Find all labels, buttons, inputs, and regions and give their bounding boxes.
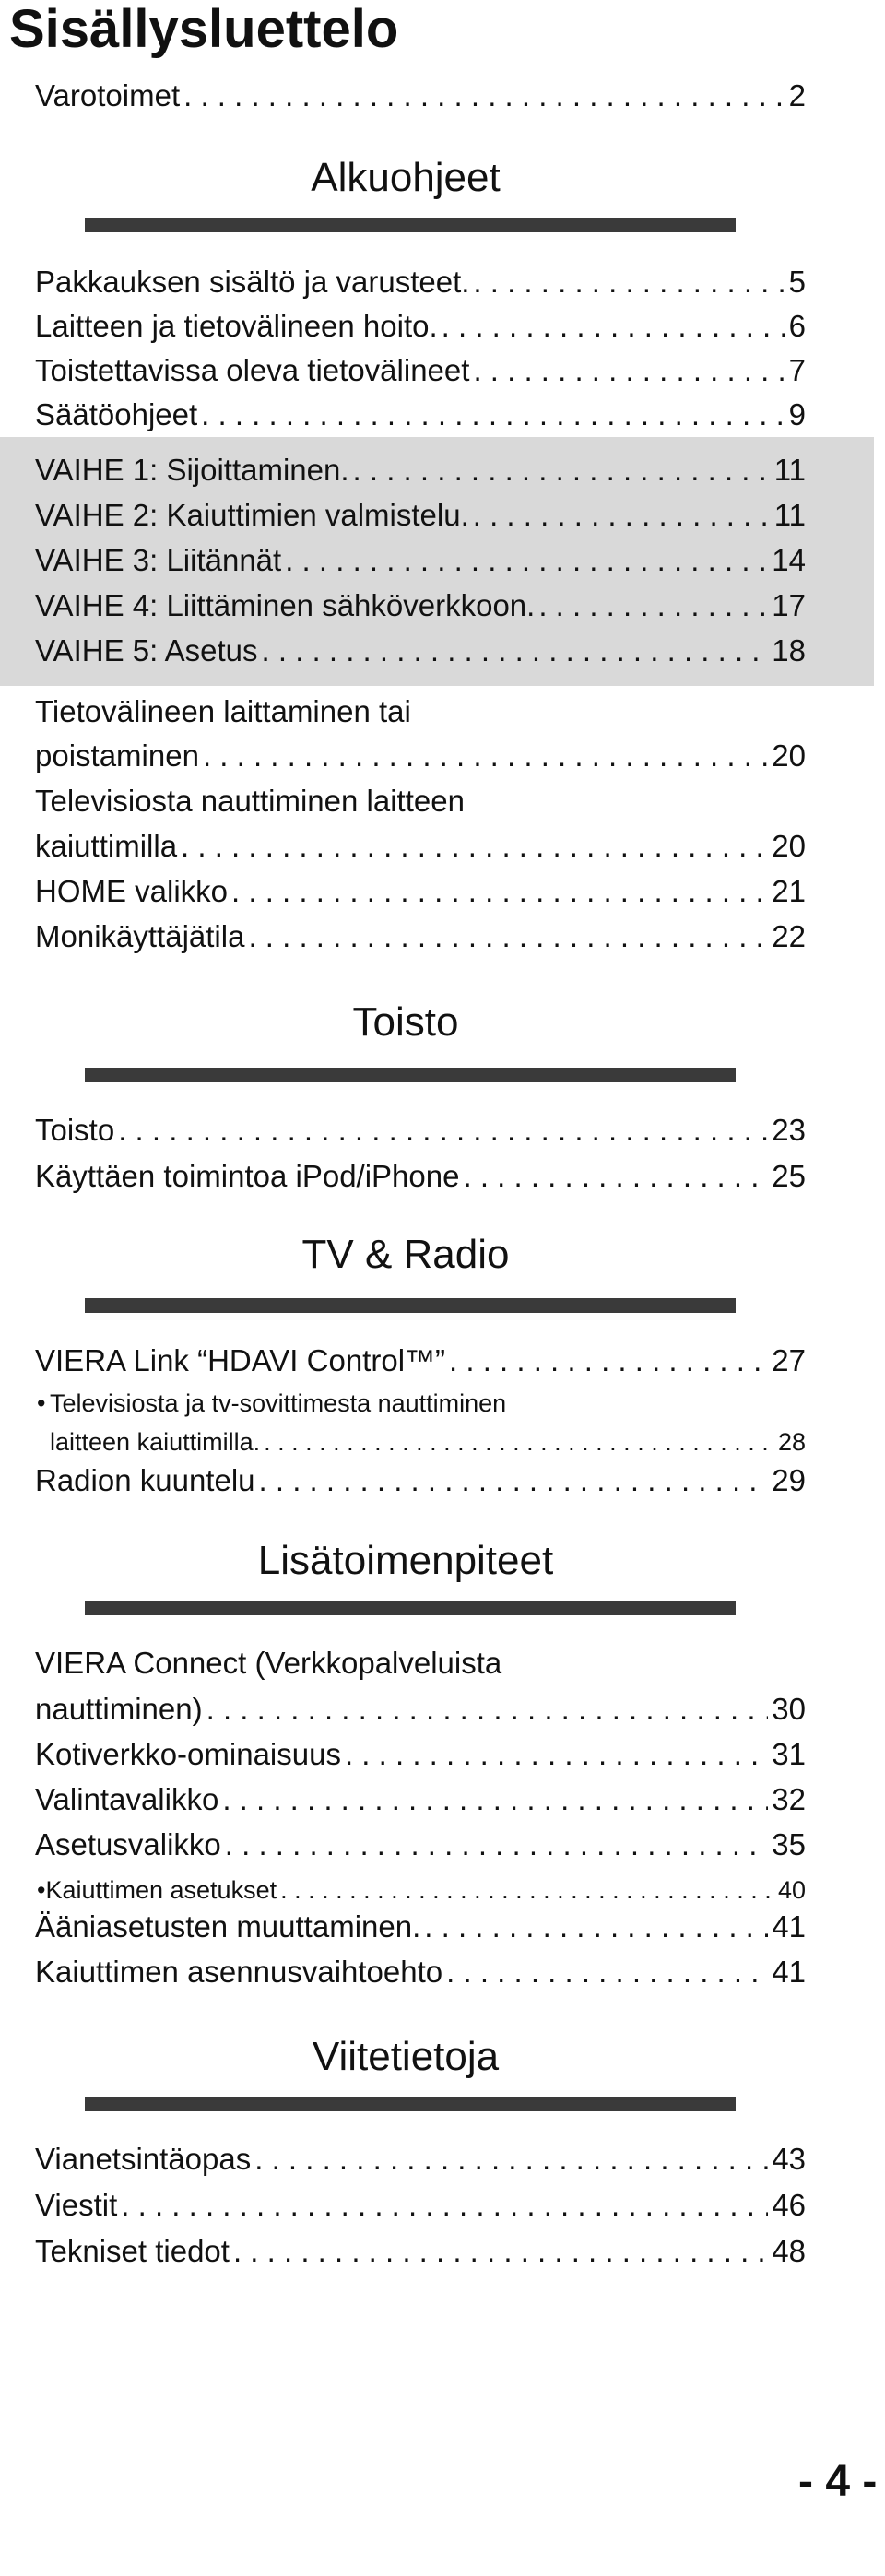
section-divider: [85, 1068, 736, 1082]
toc-entry[interactable]: Ääniasetusten muuttaminen. . . . 41: [35, 1908, 806, 1945]
section-divider: [85, 1601, 736, 1615]
toc-entry[interactable]: Käyttäen toimintoa iPod/iPhone . . . 25: [35, 1158, 806, 1195]
toc-entry[interactable]: Viestit . . . 46: [35, 2187, 806, 2224]
toc-entry[interactable]: VIERA Link “HDAVI Control™” . . . 27: [35, 1342, 806, 1379]
toc-entry[interactable]: Tekniset tiedot . . . 48: [35, 2233, 806, 2270]
toc-entry-line1[interactable]: Tietovälineen laittaminen tai: [35, 694, 411, 728]
toc-entry[interactable]: poistaminen . . . 20: [35, 738, 806, 774]
toc-subentry[interactable]: laitteen kaiuttimilla. . . . 28: [50, 1425, 806, 1459]
section-heading: Lisätoimenpiteet: [257, 1538, 554, 1583]
section-heading: Alkuohjeet: [311, 155, 501, 200]
toc-entry[interactable]: Kaiuttimen asennusvaihtoehto . . . 41: [35, 1954, 806, 1991]
toc-entry[interactable]: HOME valikko . . . 21: [35, 873, 806, 910]
toc-entry[interactable]: Asetusvalikko . . . 35: [35, 1826, 806, 1863]
toc-subentry[interactable]: • Kaiuttimen asetukset . . . 40: [50, 1873, 806, 1907]
toc-entry[interactable]: Pakkauksen sisältö ja varusteet. . . . 5: [35, 264, 806, 301]
section-divider: [85, 1298, 736, 1313]
section-heading: TV & Radio: [301, 1232, 510, 1277]
toc-subentry-line1[interactable]: • Televisiosta ja tv-sovittimesta nauttiminen: [50, 1387, 806, 1420]
toc-entry[interactable]: Valintavalikko . . . 32: [35, 1781, 806, 1818]
toc-entry[interactable]: Varotoimet . . . 2: [35, 77, 806, 114]
section-divider: [85, 2097, 736, 2111]
toc-entry[interactable]: kaiuttimilla . . . 20: [35, 828, 806, 865]
bullet: •: [37, 1389, 46, 1417]
toc-entry[interactable]: Toisto . . . 23: [35, 1112, 806, 1149]
toc-entry[interactable]: Kotiverkko-ominaisuus . . . 31: [35, 1736, 806, 1773]
toc-entry[interactable]: nauttiminen) . . . 30: [35, 1691, 806, 1728]
toc-entry[interactable]: Radion kuuntelu . . . 29: [35, 1462, 806, 1499]
toc-entry-line1[interactable]: VIERA Connect (Verkkopalveluista: [35, 1646, 502, 1680]
toc-entry-line1[interactable]: Televisiosta nauttiminen laitteen: [35, 784, 465, 818]
page-number: - 4 -: [798, 2457, 878, 2506]
bullet: •: [37, 1876, 46, 1904]
toc-entry[interactable]: Säätöohjeet . . . 9: [35, 396, 806, 433]
toc-entry-step[interactable]: VAIHE 5: Asetus . . . 18: [35, 632, 806, 669]
toc-entry[interactable]: Monikäyttäjätila . . . 22: [35, 918, 806, 955]
toc-entry[interactable]: Toistettavissa oleva tietovälineet . . . 7: [35, 352, 806, 389]
toc-entry-step[interactable]: VAIHE 1: Sijoittaminen. . . . 11: [35, 452, 806, 489]
toc-entry-step[interactable]: VAIHE 4: Liittäminen sähköverkkoon. . . . 17: [35, 587, 806, 624]
section-divider: [85, 218, 736, 232]
section-heading: Viitetietoja: [312, 2034, 500, 2079]
toc-entry-step[interactable]: VAIHE 3: Liitännät . . . 14: [35, 542, 806, 579]
section-heading: Toisto: [352, 999, 459, 1045]
toc-entry[interactable]: Vianetsintäopas . . . 43: [35, 2141, 806, 2178]
toc-entry[interactable]: Laitteen ja tietovälineen hoito. . . . 6: [35, 308, 806, 345]
toc-entry-step[interactable]: VAIHE 2: Kaiuttimien valmistelu. . . . 11: [35, 497, 806, 534]
page-title: Sisällysluettelo: [9, 0, 399, 59]
